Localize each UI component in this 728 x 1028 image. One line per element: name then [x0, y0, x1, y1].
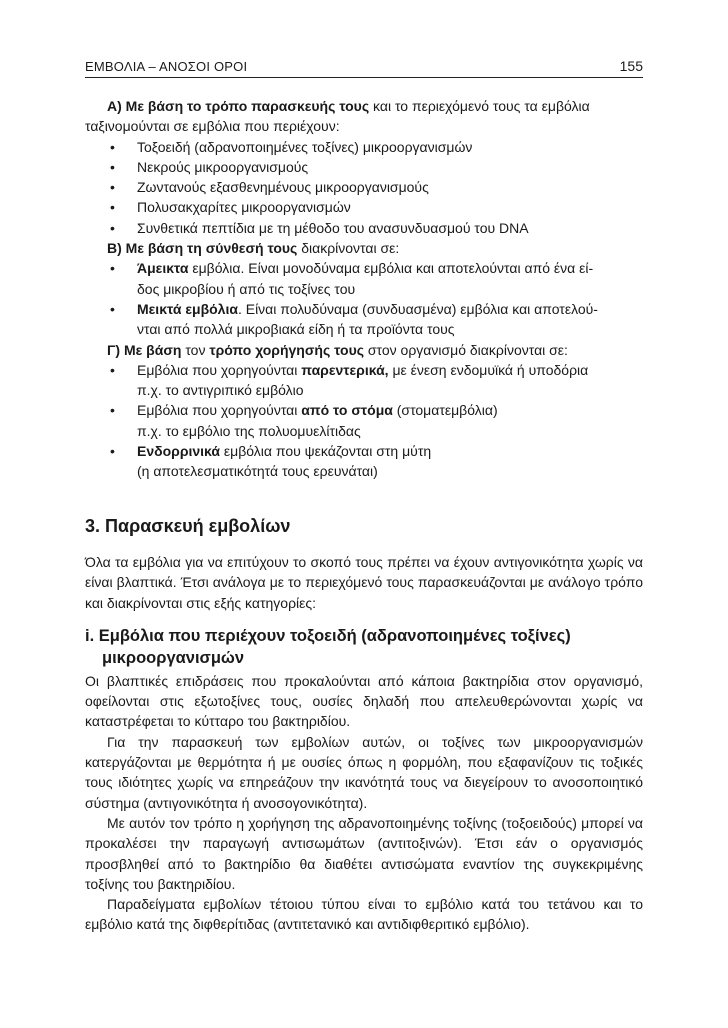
- paragraph: Οι βλαπτικές επιδράσεις που προκαλούνται από κάποια βακτηρίδια στον οργανισμό, οφείλονται στις εξωτοξίνες τους, ουσίες δηλαδή που απελευθερώνονται χωρίς να καταστρέφεται το κύτταρο του βακτηριδίου.: [85, 672, 643, 730]
- bullet-icon: •: [110, 260, 115, 277]
- page-body: [85, 96, 643, 935]
- paragraph: Παραδείγματα εμβολίων τέτοιου τύπου είναι το εμβόλιο κατά του τετάνου και το εμβόλιο κατά της διφθερίτιδας (αντιτετανικό και αντιδιφθεριτικό εμβόλιο).: [85, 896, 643, 933]
- bullet-icon: •: [110, 158, 115, 175]
- subsection-heading: i. Εμβόλια που περιέχουν τοξοειδή (αδρανοποιημένες τοξίνες) μικροοργανισμών: [85, 626, 571, 667]
- bullet-icon: •: [110, 300, 115, 317]
- list-item: • Τοξοειδή (αδρανοποιημένες τοξίνες) μικροοργανισμών: [85, 137, 643, 157]
- bullet-icon: •: [110, 219, 115, 236]
- list-item: • Εμβόλια που χορηγούνται από το στόμα (στοματεμβόλια) π.χ. το εμβόλιο της πολυομυελίτιδας: [110, 402, 498, 439]
- running-title: ΕΜΒΟΛΙΑ – ΑΝΟΣΟΙ ΟΡΟΙ: [85, 59, 248, 74]
- section-c-intro: Γ) Με βάση τον τρόπο χορήγησής τους στον οργανισμό διακρίνονται σε:: [107, 341, 568, 358]
- section-b-intro: Β) Με βάση τη σύνθεσή τους διακρίνονται σε:: [107, 240, 400, 257]
- section-c-list: [85, 360, 643, 482]
- list-item: • Συνθετικά πεπτίδια με τη μέθοδο του ανασυνδυασμού του DNA: [85, 218, 643, 238]
- list-item: • Μεικτά εμβόλια. Είναι πολυδύναμα (συνδυασμένα) εμβόλια και αποτελού- νται από πολλά μικροβιακά είδη ή τα προϊόντα τους: [110, 300, 598, 338]
- bullet-icon: •: [110, 443, 115, 460]
- paragraph: Για την παρασκευή των εμβολίων αυτών, οι τοξίνες των μικροοργανισμών κατεργάζονται με θερμότητα ή με ουσίες όπως η φορμόλη, που εξαφανίζουν τις τοξικές τους ιδιότητες χωρίς να επηρεάζουν την ικανότητά τους να διεγείρουν το ανοσοποιητικό σύστημα (αντιγονικότητα ή ανοσογονικότητα).: [85, 733, 643, 811]
- list-item: • Νεκρούς μικροοργανισμούς: [85, 157, 643, 177]
- bullet-icon: •: [110, 179, 115, 196]
- section-a-label: Α) Με βάση το τρόπο παρασκευής τους: [107, 98, 370, 114]
- list-item: • Ζωντανούς εξασθενημένους μικροοργανισμούς: [85, 177, 643, 197]
- running-header: [85, 57, 643, 78]
- bullet-icon: •: [110, 199, 115, 216]
- list-item: • Πολυσακχαρίτες μικροοργανισμών: [85, 197, 643, 217]
- list-item: • Ενδορρινικά εμβόλια που ψεκάζονται στη μύτη (η αποτελεσματικότητά τους ερευνάται): [110, 443, 432, 480]
- bullet-icon: •: [110, 361, 115, 378]
- page-number: 155: [619, 58, 643, 74]
- bullet-icon: •: [110, 138, 115, 155]
- section-b-list: [85, 258, 643, 339]
- bullet-icon: •: [110, 402, 115, 419]
- section-paragraph: Όλα τα εμβόλια για να επιτύχουν το σκοπό τους πρέπει να έχουν αντιγονικότητα χωρίς να είναι βλαπτικά. Έτσι ανάλογα με το περιεχόμενό τους παρασκευάζονται με ανάλογο τρόπο και διακρίνονται στις εξής κατηγορίες:: [85, 553, 643, 611]
- section-b-label: Β) Με βάση τη σύνθεσή τους: [107, 240, 298, 257]
- list-item: • Άμεικτα εμβόλια. Είναι μονοδύναμα εμβόλια και αποτελούνται από ένα εί- δος μικροβίου ή από τις τοξίνες του: [110, 260, 594, 297]
- section-a-list: [85, 137, 643, 238]
- section-a-intro: Α) Με βάση το τρόπο παρασκευής τους και το περιεχόμενό τους τα εμβόλια: [107, 98, 590, 114]
- section-a-intro-line2: ταξινομούνται σε εμβόλια που περιέχουν:: [85, 118, 340, 135]
- paragraph: Με αυτόν τον τρόπο η χορήγηση της αδρανοποιημένης τοξίνης (τοξοειδούς) μπορεί να προκαλέσει την παραγωγή αντισωμάτων (αντιτοξινών). Έτσι εάν ο οργανισμός προσβληθεί από το βακτηρίδιο θα διαθέτει αντισώματα εναντίον της συγκεκριμένης τοξίνης του βακτηριδίου.: [85, 814, 643, 892]
- section-heading: 3. Παρασκευή εμβολίων: [85, 515, 291, 536]
- list-item: • Εμβόλια που χορηγούνται παρεντερικά, με ένεση ενδομυϊκά ή υποδόρια π.χ. το αντιγριπικό εμβόλιο: [110, 361, 589, 399]
